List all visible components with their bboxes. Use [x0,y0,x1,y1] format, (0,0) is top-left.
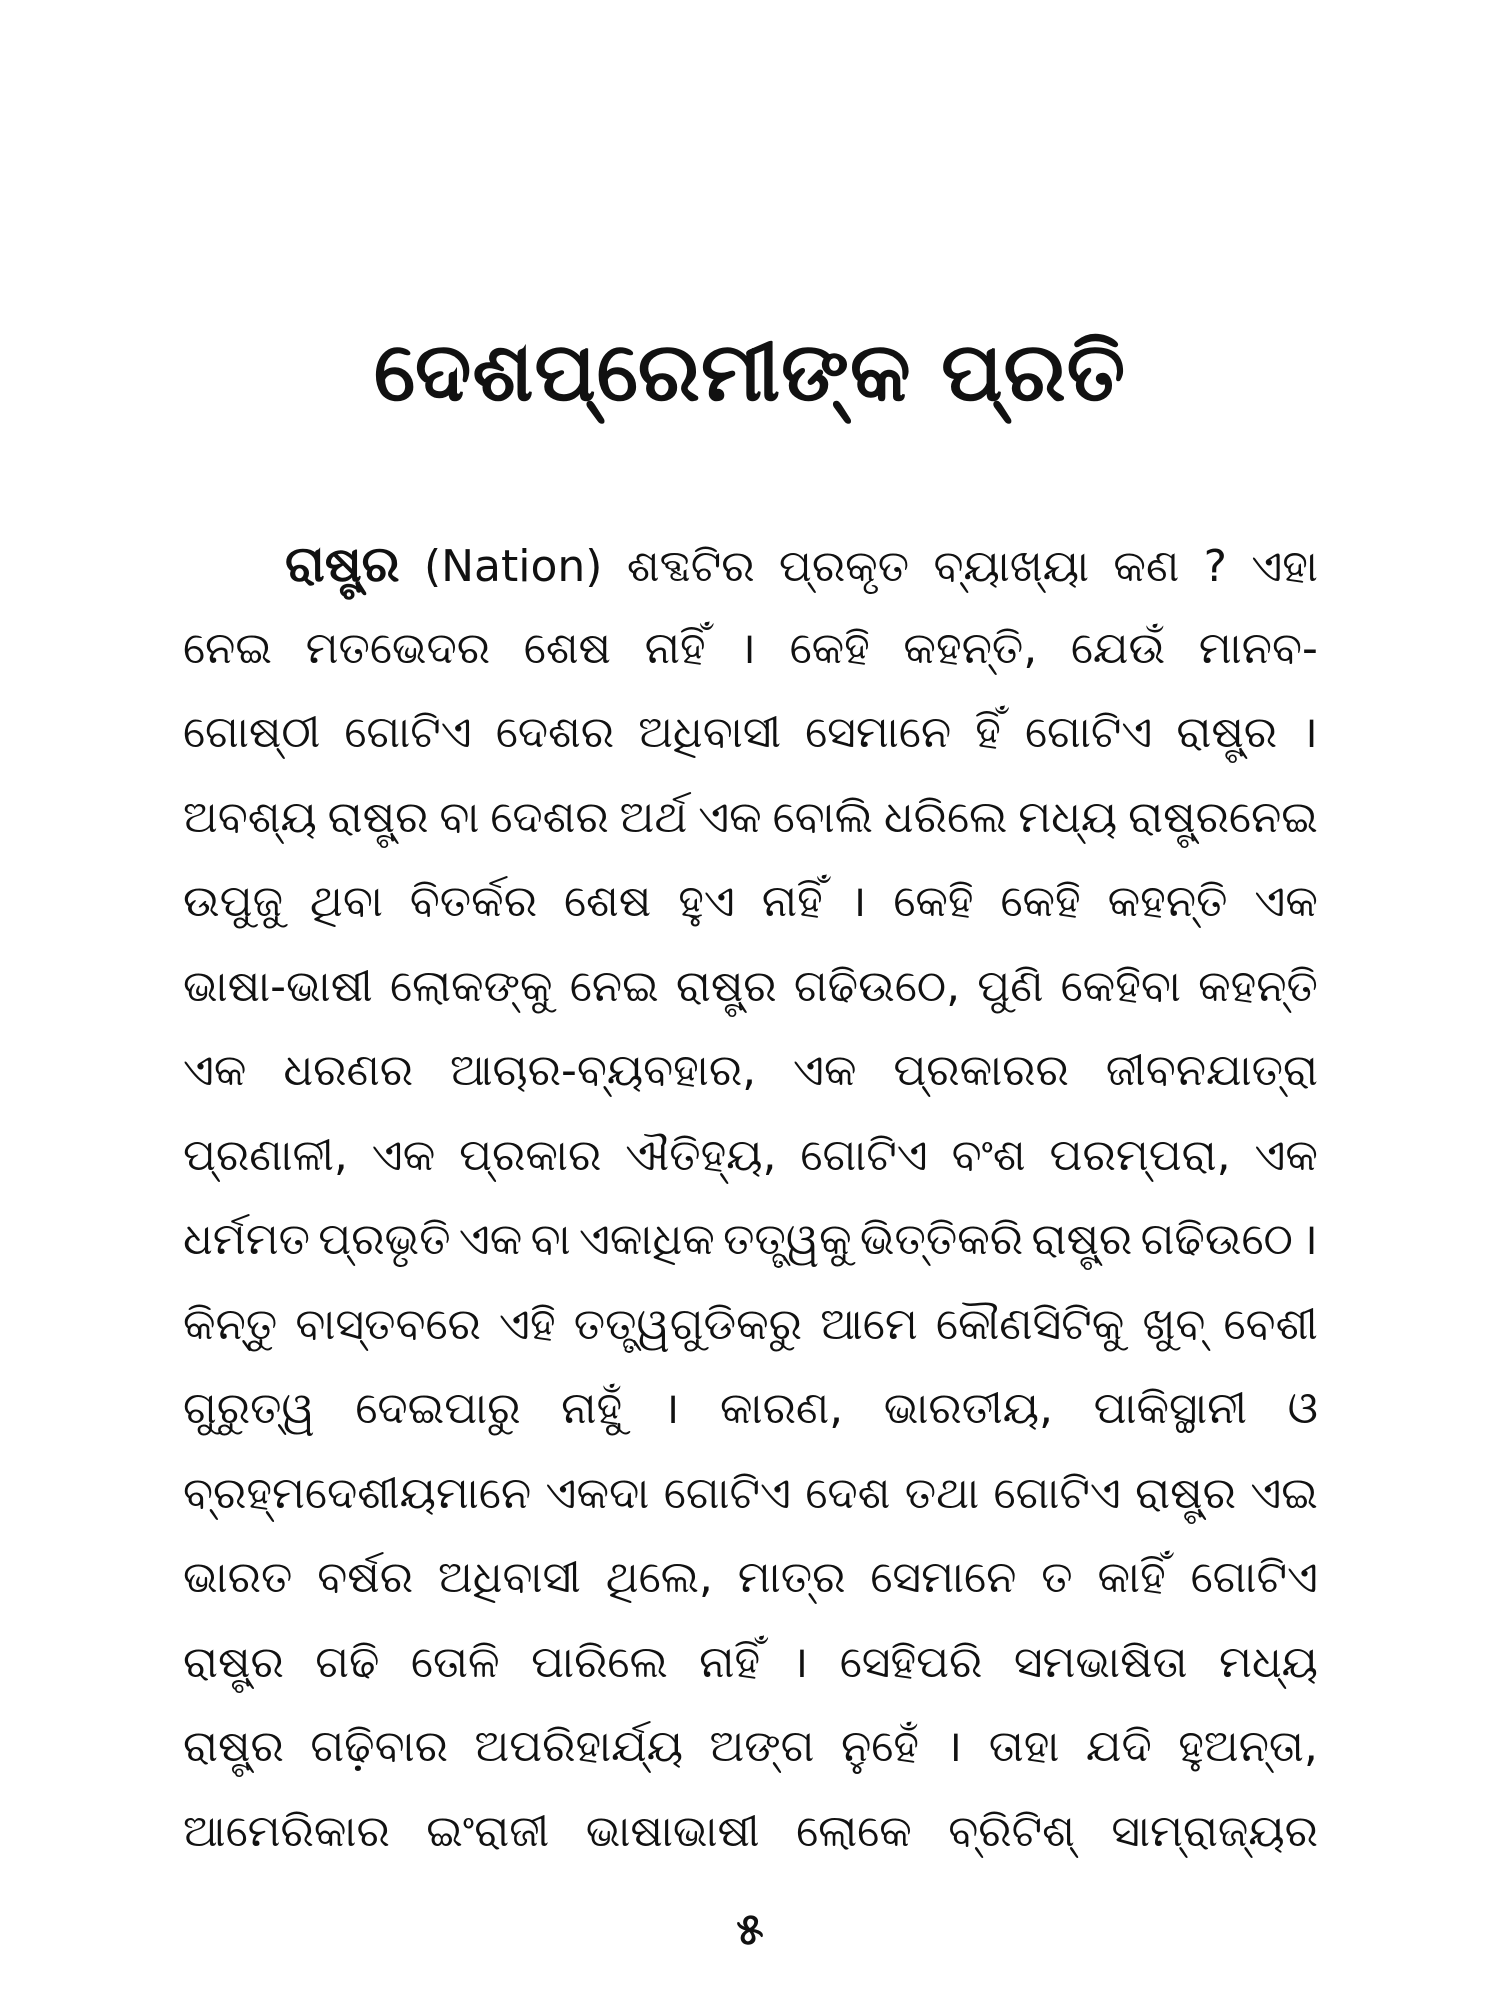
word: ଖୁବ୍ [1142,1298,1206,1350]
body-paragraph [183,522,1318,1874]
word: ପ୍ରଭୃତି [318,1214,451,1265]
word: ମାତ୍ର [737,1552,846,1603]
word: ଶେଷ [523,622,612,674]
word: କଣ [1113,541,1180,592]
word: ଇଂରାଜୀ [426,1805,550,1857]
word: ଧର୍ମମତ [183,1214,310,1265]
word: ବେଶୀ [1223,1298,1318,1350]
text-line [183,607,1318,692]
word: ଗୋଟିଏ [663,1467,791,1519]
word: ଭାରତ [183,1552,293,1603]
text-line [183,1705,1318,1790]
word: ଗୋଟିଏ [1190,1552,1318,1603]
word: । [662,1383,680,1434]
word: ଦେଇପାରୁ [355,1383,521,1434]
word: କହନ୍ତି [1107,876,1228,927]
word: ନୁହେଁ [840,1721,919,1772]
word: ସମଭାଷିତା [1013,1636,1188,1688]
word: ଆଚାର-ବ୍ୟବହାର, [449,1045,757,1096]
word: । [1301,1214,1318,1265]
word: ଲୋକେ [796,1805,912,1857]
word: ଏହା [1251,541,1318,592]
word: ଭିତ୍ତିକରି [859,1214,1024,1265]
word: କାରଣ, [720,1383,844,1434]
word: ଏକ [1254,876,1318,927]
word: ତ [1041,1552,1073,1603]
word: ଧରିଲେ [883,791,1008,843]
text-line [183,1367,1318,1452]
text-line [183,945,1318,1030]
word: ରାଷ୍ଟ୍ର [327,791,429,843]
word: ଥିଲେ, [605,1552,713,1603]
text-line [183,1283,1318,1368]
word: । [791,1636,809,1688]
word: ଗୁରୁତ୍ୱ [183,1383,315,1434]
word: ଏକ [371,1129,436,1181]
word: ଶବ୍ଦଟିର [626,541,755,592]
text-line [183,1029,1318,1114]
word: ଏକ [458,1214,523,1265]
word: ଏକାଧିକ [579,1214,715,1265]
word: ନେଇ [569,960,659,1012]
text-line [183,1621,1318,1706]
word: ପ୍ରକାରର [893,1045,1069,1096]
word: ପାକିସ୍ଥାନୀ [1093,1383,1248,1434]
word: ନାହୁଁ [561,1383,623,1434]
word: ରାଷ୍ଟ୍ର [1031,1214,1133,1265]
word: ବ୍ୟାଖ୍ୟା [933,541,1090,592]
word: ହୁଏ [678,876,735,927]
word: ତାହା [988,1721,1060,1772]
text-line [183,1452,1318,1537]
word: ରାଷ୍ଟ୍ର [285,535,400,593]
word: ହିଁ [975,707,1001,758]
word: ପ୍ରକୃତ [778,541,910,592]
word: ବିତର୍କର [409,876,538,927]
word: । [1301,707,1318,758]
word: ଭାଷା-ଭାଷୀ [183,960,373,1012]
word: ରାଷ୍ଟ୍ର [183,1721,284,1772]
text-line [183,1114,1318,1199]
word: ଅପରିହାର୍ଯ୍ୟ [474,1721,683,1772]
word: । [739,622,756,674]
word: ମତଭେଦର [305,622,491,674]
word: ଅଧିବାସୀ [437,1552,581,1603]
word: ଅବଶ୍ୟ [183,791,317,843]
word: ଓ [1287,1383,1318,1434]
word: ବର୍ଷର [317,1552,414,1603]
word: ନେଇ [183,622,272,674]
text-line [183,1790,1318,1875]
word: ସାମ୍ରାଜ୍ୟର [1111,1805,1318,1857]
word: ଏକ [183,1045,247,1096]
word: ବ୍ରହ୍ମଦେଶୀୟମାନେ [183,1467,532,1519]
word: ଆମେ [820,1298,918,1350]
word: କେହିବା [1060,960,1181,1012]
word: କୌଣସିଟିକୁ [935,1298,1125,1350]
word: ଗୋଟିଏ [800,1129,928,1181]
word: ସେମାନେ [805,707,952,758]
word: କେହି [789,622,870,674]
text-line [183,1536,1318,1621]
word: ତତ୍ତ୍ୱକୁ [723,1214,852,1265]
page-number: ୫ [736,1904,764,1955]
word: କହନ୍ତି, [903,622,1038,674]
word: ପାରିଲେ [531,1636,668,1688]
word: ଗଢିଉଠେ, [793,960,961,1012]
word: ତଥା [904,1467,980,1519]
word: କାହିଁ [1097,1552,1166,1603]
word: ମାନବ- [1198,622,1318,674]
word: ଦେଶର [490,791,609,843]
word: ରାଷ୍ଟ୍ରନେଇ [1128,791,1318,843]
word: କହନ୍ତି [1198,960,1318,1012]
word: କିନ୍ତୁ [183,1298,278,1350]
word: ଦେଶ [805,1467,891,1519]
word: (Nation) [423,541,603,592]
word: ଜୀବନଯାତ୍ରା [1105,1045,1318,1096]
word: ଥିବା [309,876,383,927]
word: ବା [530,1214,571,1265]
word: ନାହିଁ [644,622,706,674]
word: ଉପୁଜୁ [183,876,283,927]
word: ଏହି [499,1298,556,1350]
word: ଶେଷ [563,876,652,927]
word: ଏକଦା [545,1467,650,1519]
word: ଏକ [1254,1129,1318,1181]
word: ପ୍ରକାର [459,1129,602,1181]
word: ପରମ୍ପରା, [1049,1129,1231,1181]
word: ତୋଳି [410,1636,500,1688]
text-line [183,860,1318,945]
word: ଗୋଟିଏ [344,707,472,758]
word: ହୁଅନ୍ତା, [1178,1721,1318,1772]
word: ଭାରତୀୟ, [883,1383,1054,1434]
word: ରାଷ୍ଟ୍ର [1176,707,1278,758]
word: ବଂଶ [951,1129,1026,1181]
word: ପ୍ରଣାଳୀ, [183,1129,348,1181]
word: ଅଙ୍ଗ [709,1721,815,1772]
word: ଆମେରିକାର [183,1805,390,1857]
page-title: ଦେଶପ୍ରେମୀଙ୍କ ପ୍ରତି [373,325,1127,420]
word: ଐତିହ୍ୟ, [625,1129,777,1181]
word: ନାହିଁ [761,876,823,927]
word: ଅର୍ଥ [619,791,688,843]
word: ଏଇ [1250,1467,1318,1519]
word: ରାଷ୍ଟ୍ର [183,1636,284,1688]
word: କେହି [1000,876,1081,927]
word: ବାସ୍ତବରେ [295,1298,481,1350]
word: ଯେଉଁ [1070,622,1166,674]
word: ସେମାନେ [870,1552,1017,1603]
word: ଗୋଷ୍ଠୀ [183,707,321,758]
word: ବ୍ରିଟିଶ୍ [948,1805,1075,1857]
text-line [183,522,1318,607]
text-line [183,691,1318,776]
word: ଏକ [698,791,762,843]
word: ଯଦି [1085,1721,1152,1772]
word: ନାହିଁ [699,1636,761,1688]
word: ଗଢି [315,1636,380,1688]
word: ଭାଷାଭାଷୀ [585,1805,760,1857]
word: କେହି [893,876,974,927]
word: ତତ୍ତ୍ୱଗୁଡିକରୁ [573,1298,803,1350]
word: ରାଷ୍ଟ୍ର [1135,1467,1236,1519]
word: ଧରଣର [283,1045,414,1096]
word: ପୁଣି [977,960,1044,1012]
word: । [945,1721,963,1772]
word: ସେହିପରି [839,1636,983,1688]
text-line [183,1198,1318,1283]
word: ମଧ୍ୟ [1018,791,1118,843]
word: ? [1203,541,1227,592]
word: ଗଢିଉଠେ [1140,1214,1293,1265]
word: ଅଧିବାସୀ [638,707,782,758]
word: ଗଢ଼ିବାର [310,1721,448,1772]
word: ଗୋଟିଏ [993,1467,1121,1519]
word: ରାଷ୍ଟ୍ର [675,960,777,1012]
word: ଗୋଟିଏ [1024,707,1153,758]
word: ଦେଶର [495,707,615,758]
word: ଏକ [793,1045,857,1096]
word: ବା [439,791,480,843]
word: । [849,876,867,927]
text-line [183,776,1318,861]
word: ବୋଲି [772,791,873,843]
word: ଲୋକଙ୍କୁ [389,960,553,1012]
word: ମଧ୍ୟ [1218,1636,1318,1688]
